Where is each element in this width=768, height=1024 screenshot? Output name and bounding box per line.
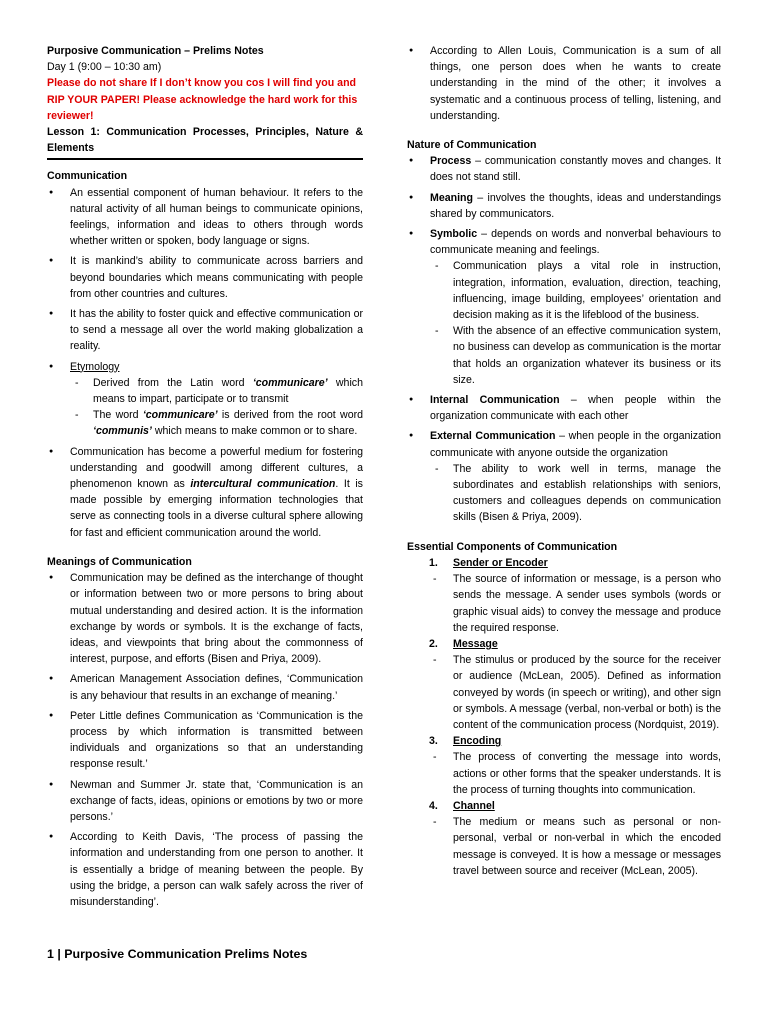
external-sublist [430, 461, 721, 526]
list-item: ● Communication has become a powerful medium for fostering understanding and goodwill among different cultures, a phenomenon known as intercultural communication. It is made possible by emerging information technologies that serve as connecting tools in a diverse cultural sphere allowing for fast and efficient communication around the world. [47, 444, 363, 541]
list-item: ● Internal Communication – when people within the organization communicate with each other [407, 392, 721, 424]
component-text: - The process of converting the message into words, actions or other forms that the speaker understands. It is the process of turning thoughts into communication. [407, 749, 721, 798]
list-item: ● An essential component of human behaviour. It refers to the natural activity of all human beings to communicate opinions, feelings, information and ideas to others through words whether written or spoken, body language or signs. [47, 185, 363, 250]
list-item: ● According to Allen Louis, Communication is a sum of all things, one person does when he wants to create understanding in the mind of the other; it involves a systematic and a continuous process of telling, listening, and understanding. [407, 43, 721, 124]
list-item: ● According to Keith Davis, ‘The process of passing the information and understanding from one person to another. It is essentially a bridge of meaning between the people. By using the bridge, a person can walk safely across the river of misunderstanding’. [47, 829, 363, 910]
list-item: ● Newman and Summer Jr. state that, ‘Communication is an exchange of facts, ideas, opinions or emotions by two or more persons.’ [47, 777, 363, 826]
sublist-item: - The word ‘communicare’ is derived from the root word ‘communis’ which means to make common or to share. [70, 407, 363, 439]
component-title: Encoding [453, 735, 502, 748]
symbolic-sublist [430, 258, 721, 388]
components-list [407, 555, 721, 879]
title-divider [47, 158, 363, 160]
etymology-sublist [70, 375, 363, 440]
doc-warning: Please do not share If I don’t know you cos I will find you and RIP YOUR PAPER! Please acknowledge the hard work for this reviewer! [47, 77, 358, 122]
meanings-list [47, 570, 363, 910]
component-title: Sender or Encoder [453, 556, 548, 569]
communication-heading: Communication [47, 170, 128, 183]
sublist-item: - Derived from the Latin word ‘communicare’ which means to impart, participate or to transmit [70, 375, 363, 407]
list-item: ● Meaning – involves the thoughts, ideas and understandings shared by communicators. [407, 190, 721, 222]
list-item: ● It is mankind’s ability to communicate across barriers and beyond boundaries which means communicating with people from other countries and cultures. [47, 253, 363, 302]
nature-heading: Nature of Communication [407, 139, 537, 152]
component-item: 4. Channel - The medium or means such as personal or non-personal, verbal or non-verbal in which the encoded message is conveyed. It is how a message or messages travel between source and receiver (McLean, 2005). [407, 798, 721, 879]
left-column [47, 43, 363, 914]
communication-list [47, 185, 363, 541]
doc-title: Purposive Communication – Prelims Notes [47, 45, 264, 57]
list-item: ● Peter Little defines Communication as ‘Communication is the process by which information is transmitted between individuals and organizations so that an understanding response result.’ [47, 708, 363, 773]
list-item: ● It has the ability to foster quick and effective communication or to send a message all over the world making globalization a reality. [47, 306, 363, 355]
list-item-etymology [47, 359, 363, 440]
lesson-title: Lesson 1: Communication Processes, Principles, Nature & Elements [47, 126, 363, 155]
component-item: 1. Sender or Encoder - The source of information or message, is a person who sends the message. A sender uses symbols (words or graphic visual aids) to convey the message and produce the required response. [407, 555, 721, 636]
component-text: - The stimulus or produced by the source for the receiver or audience (McLean, 2005). Defined as information conveyed by words (in speech or writing), and other sign or symbols. A message (verbal, non-verbal or both) is the content of the communication process (Nordquist, 2019). [407, 652, 721, 733]
etymology-label: Etymology [70, 360, 120, 373]
sublist-item: - With the absence of an effective communication system, no business can develop as communication is the mortar that holds an organization whatever its business or its size. [430, 323, 721, 388]
list-item: ● Process – communication constantly moves and changes. It does not stand still. [407, 153, 721, 185]
list-item: ● Symbolic – depends on words and nonverbal behaviours to communicate meaning and feelings. - Communication plays a vital role in instruction, integration, information, evaluation, direction, teaching, influencing, image building, employees’ orientation and decision making as it is the lifeblood of the business. - With the absence of an effective communication system, no business can develop as communication is the mortar that holds an organization whatever its business or its size. [407, 226, 721, 388]
list-item: ● External Communication – when people in the organization communicate with anyone outside the organization - The ability to work well in terms, manage the subordinates and establish relationships with seniors, customers and colleagues depends on communication skills (Bisen & Priya, 2009). [407, 428, 721, 525]
component-item: 2. Message - The stimulus or produced by the source for the receiver or audience (McLean, 2005). Defined as information conveyed by words (in speech or writing), and other sign or symbols. A message (verbal, non-verbal or both) is the content of the communication process (Nordquist, 2019). [407, 636, 721, 733]
component-text: - The source of information or message, is a person who sends the message. A sender uses symbols (words or graphic visual aids) to convey the message and produce the required response. [407, 571, 721, 636]
component-text: - The medium or means such as personal or non-personal, verbal or non-verbal in which the encoded message is conveyed. It is how a message or messages travel between source and receiver (McLean, 2005). [407, 814, 721, 879]
list-item: ● American Management Association defines, ‘Communication is any behaviour that results in an exchange of meaning.’ [47, 671, 363, 703]
right-column [407, 43, 721, 879]
meanings-heading: Meanings of Communication [47, 555, 192, 568]
sublist-item: - The ability to work well in terms, manage the subordinates and establish relationships with seniors, customers and colleagues depends on communication skills (Bisen & Priya, 2009). [430, 461, 721, 526]
component-title: Message [453, 637, 498, 650]
nature-list [407, 153, 721, 525]
components-heading: Essential Components of Communication [407, 540, 618, 553]
component-title: Channel [453, 799, 495, 812]
list-item: ● Communication may be defined as the interchange of thought or information between two or more persons to bring about mutual understanding and desired action. It is the information exchange by words or symbols. It is the exchange of facts, ideas, and viewpoints that bring about the commonness of interest, purpose, and efforts (Bisen and Priya, 2009). [47, 570, 363, 667]
meanings-list-continued [407, 43, 721, 124]
sublist-item: - Communication plays a vital role in instruction, integration, information, evaluation, direction, teaching, influencing, image building, employees’ orientation and decision making as it is the lifeblood of the business. [430, 258, 721, 323]
page-footer: 1 | Purposive Communication Prelims Notes [47, 947, 308, 961]
doc-day: Day 1 (9:00 – 10:30 am) [47, 61, 162, 74]
component-item: 3. Encoding - The process of converting the message into words, actions or other forms that the speaker understands. It is the process of turning thoughts into communication. [407, 733, 721, 798]
